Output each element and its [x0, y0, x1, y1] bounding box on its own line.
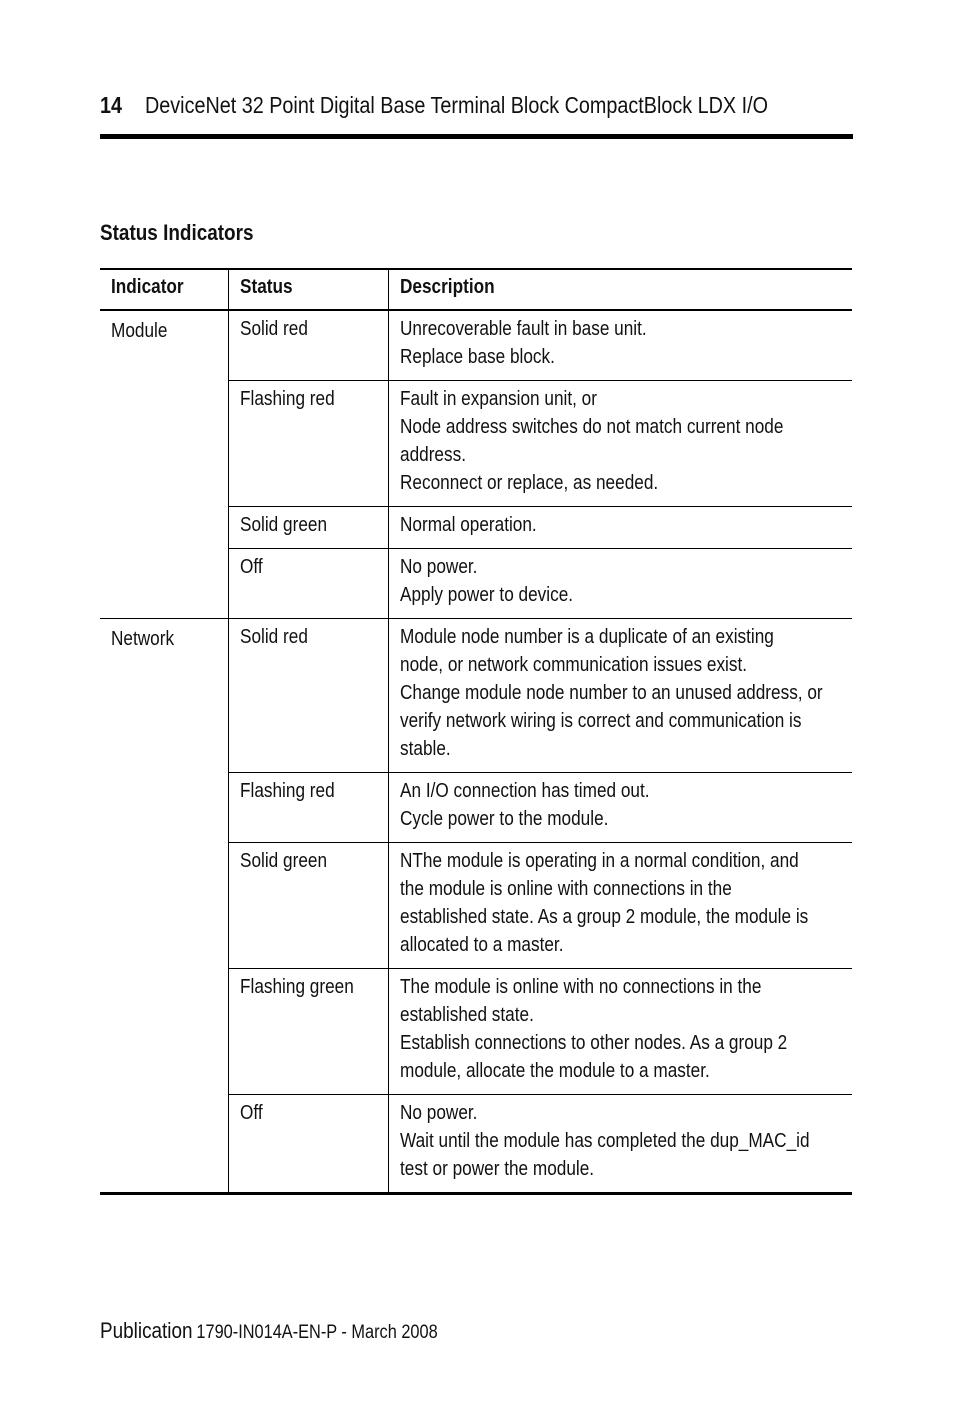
indicator-cell: Module — [100, 310, 228, 619]
description-line: allocated to a master. — [399, 934, 563, 956]
column-header-indicator: Indicator — [100, 269, 228, 310]
description-line: Apply power to device. — [399, 584, 573, 606]
footer — [100, 1318, 438, 1344]
description-cell — [388, 310, 852, 381]
header-rule — [100, 134, 853, 139]
status-cell: Flashing red — [228, 381, 388, 507]
description-line: the module is online with connections in the — [399, 878, 732, 900]
description-line: test or power the module. — [399, 1158, 594, 1180]
description-cell — [388, 969, 852, 1095]
column-header-description: Description — [388, 269, 852, 310]
description-line: NThe module is operating in a normal condition, and — [399, 850, 799, 872]
publication-number: 1790-IN014A-EN-P - March 2008 — [196, 1322, 438, 1343]
description-line: stable. — [399, 738, 451, 760]
description-line: Establish connections to other nodes. As a group 2 — [399, 1032, 787, 1054]
page-header — [100, 92, 852, 126]
description-line: Cycle power to the module. — [399, 808, 608, 830]
description-line: Node address switches do not match current node — [399, 416, 783, 438]
indicator-cell: Network — [100, 619, 228, 1194]
page-number: 14 — [100, 92, 123, 118]
description-line: address. — [399, 444, 466, 466]
description-cell — [388, 773, 852, 843]
description-line: Wait until the module has completed the dup_MAC_id — [399, 1130, 810, 1152]
description-line: Unrecoverable fault in base unit. — [399, 318, 647, 340]
description-line: The module is online with no connections in the — [399, 976, 761, 998]
publication-label: Publication — [100, 1318, 193, 1343]
status-cell: Flashing red — [228, 773, 388, 843]
column-header-status: Status — [228, 269, 388, 310]
description-line: Replace base block. — [399, 346, 555, 368]
description-line: No power. — [399, 1102, 477, 1124]
description-cell — [388, 381, 852, 507]
status-cell: Solid red — [228, 619, 388, 773]
description-line: verify network wiring is correct and communication is — [399, 710, 801, 732]
status-cell: Solid red — [228, 310, 388, 381]
table-body — [100, 310, 852, 1194]
description-line: An I/O connection has timed out. — [399, 780, 650, 802]
description-line: module, allocate the module to a master. — [399, 1060, 710, 1082]
description-cell — [388, 507, 852, 549]
table-header-row — [100, 269, 852, 310]
status-cell: Off — [228, 1095, 388, 1194]
description-line: Fault in expansion unit, or — [399, 388, 597, 410]
description-line: Module node number is a duplicate of an existing — [399, 626, 774, 648]
description-cell — [388, 843, 852, 969]
description-line: Change module node number to an unused address, or — [399, 682, 823, 704]
status-indicators-table — [100, 268, 852, 1195]
description-line: node, or network communication issues exist. — [399, 654, 747, 676]
description-cell — [388, 1095, 852, 1194]
description-line: established state. As a group 2 module, the module is — [399, 906, 808, 928]
description-line: Reconnect or replace, as needed. — [399, 472, 658, 494]
description-cell — [388, 549, 852, 619]
section-title: Status Indicators — [100, 220, 254, 245]
status-cell: Flashing green — [228, 969, 388, 1095]
table-row — [100, 619, 852, 773]
table-row — [100, 310, 852, 381]
status-cell: Solid green — [228, 507, 388, 549]
description-line: established state. — [399, 1004, 534, 1026]
description-line: Normal operation. — [399, 514, 537, 536]
document-title: DeviceNet 32 Point Digital Base Terminal Block CompactBlock LDX I/O — [145, 92, 768, 118]
status-cell: Solid green — [228, 843, 388, 969]
description-line: No power. — [399, 556, 477, 578]
description-cell — [388, 619, 852, 773]
status-cell: Off — [228, 549, 388, 619]
